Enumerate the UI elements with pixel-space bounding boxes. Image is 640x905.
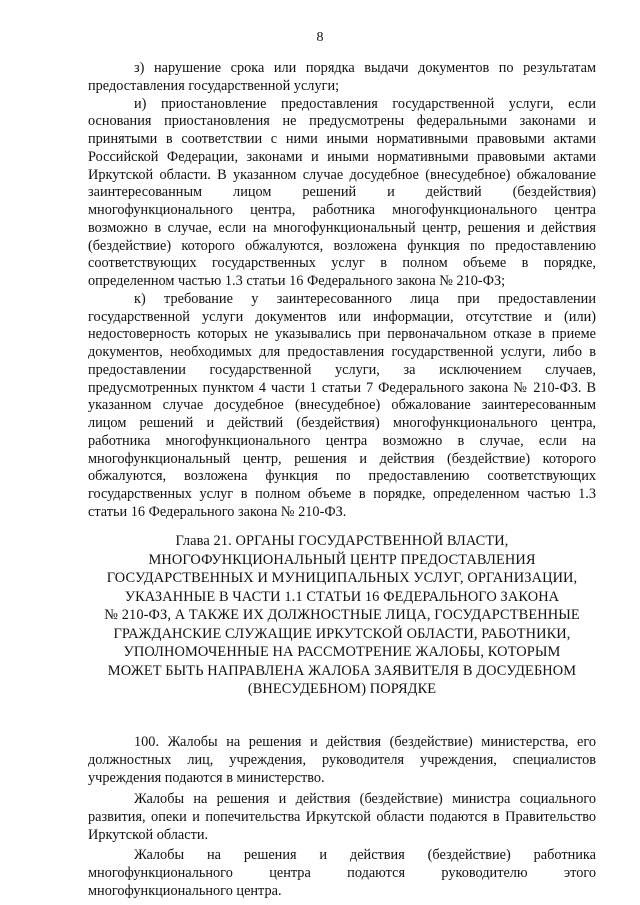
paragraph-100: 100. Жалобы на решения и действия (бездействие) министерства, его должностных лиц, учреждения, руководителя учреждения, специалистов учреждения подаются в министерство. — [88, 734, 596, 786]
chapter-heading-line: № 210-ФЗ, А ТАКЖЕ ИХ ДОЛЖНОСТНЫЕ ЛИЦА, ГОСУДАРСТВЕННЫЕ — [104, 607, 580, 623]
chapter-heading — [92, 532, 592, 699]
chapter-heading-line: МНОГОФУНКЦИОНАЛЬНЫЙ ЦЕНТР ПРЕДОСТАВЛЕНИЯ — [148, 551, 536, 568]
chapter-heading-line: Глава 21. ОРГАНЫ ГОСУДАРСТВЕННОЙ ВЛАСТИ, — [175, 533, 509, 549]
paragraph-z: з) нарушение срока или порядка выдачи документов по результатам предоставления государственной услуги; — [88, 60, 596, 94]
paragraph-i: и) приостановление предоставления государственной услуги, если основания приостановления не предусмотрены федеральными законами и принятыми в соответствии с ними иными нормативными правовыми актами Российской Федерации, законами и иными нормативными правовыми актами Иркутской области. В указанном случае досудебное (внесудебное) обжалование заинтересованным лицом решений и действий (бездействия) многофункционального центра, работника многофункционального центра возможно в случае, если на многофункциональный центр, решения и действия (бездействие) которого обжалуются, возложена функция по предоставлению соответствующих государственных услуг в полном объеме в порядке, определенном частью 1.3 статьи 16 Федерального закона № 210-ФЗ; — [88, 95, 596, 289]
paragraph-k: к) требование у заинтересованного лица при предоставлении государственной услуги документов или информации, отсутствие и (или) недостоверность которых не указывались при первоначальном отказе в приеме документов, необходимых для предоставления государственной услуги, либо в предоставлении государственной услуги, за исключением случаев, предусмотренных пунктом 4 части 1 статьи 7 Федерального закона № 210-ФЗ. В указанном случае досудебное (внесудебное) обжалование заинтересованным лицом решений и действий (бездействия) многофункционального центра, работника многофункционального центра возможно в случае, если на многофункциональный центр, решения и действия (бездействие) которого обжалуются, возложена функция по предоставлению соответствующих государственных услуг в полном объеме в порядке, определенном частью 1.3 статьи 16 Федерального закона № 210-ФЗ. — [88, 290, 596, 520]
chapter-heading-line: ГРАЖДАНСКИЕ СЛУЖАЩИЕ ИРКУТСКОЙ ОБЛАСТИ, РАБОТНИКИ, — [113, 625, 571, 642]
page-number: 8 — [316, 30, 324, 45]
section-100-text — [88, 734, 596, 904]
chapter-heading-line: МОЖЕТ БЫТЬ НАПРАВЛЕНА ЖАЛОБА ЗАЯВИТЕЛЯ В ДОСУДЕБНОМ — [107, 662, 577, 679]
chapter-heading-line: УКАЗАННЫЕ В ЧАСТИ 1.1 СТАТЬИ 16 ФЕДЕРАЛЬНОГО ЗАКОНА — [124, 588, 560, 605]
paragraph-mfc-complaints: Жалобы на решения и действия (бездействие) работника многофункционального центра подаются руководителю этого многофункционального центра. — [88, 847, 596, 900]
chapter-heading-line: УПОЛНОМОЧЕННЫЕ НА РАССМОТРЕНИЕ ЖАЛОБЫ, КОТОРЫМ — [123, 644, 561, 660]
paragraph-minister-complaints: Жалобы на решения и действия (бездействие) министра социального развития, опеки и попечительства Иркутской области подаются в Правительство Иркутской области. — [88, 790, 596, 843]
chapter-heading-line: ГОСУДАРСТВЕННЫХ И МУНИЦИПАЛЬНЫХ УСЛУГ, ОРГАНИЗАЦИИ, — [106, 570, 578, 586]
body-text — [88, 60, 596, 522]
chapter-heading-line: (ВНЕСУДЕБНОМ) ПОРЯДКЕ — [247, 681, 437, 697]
